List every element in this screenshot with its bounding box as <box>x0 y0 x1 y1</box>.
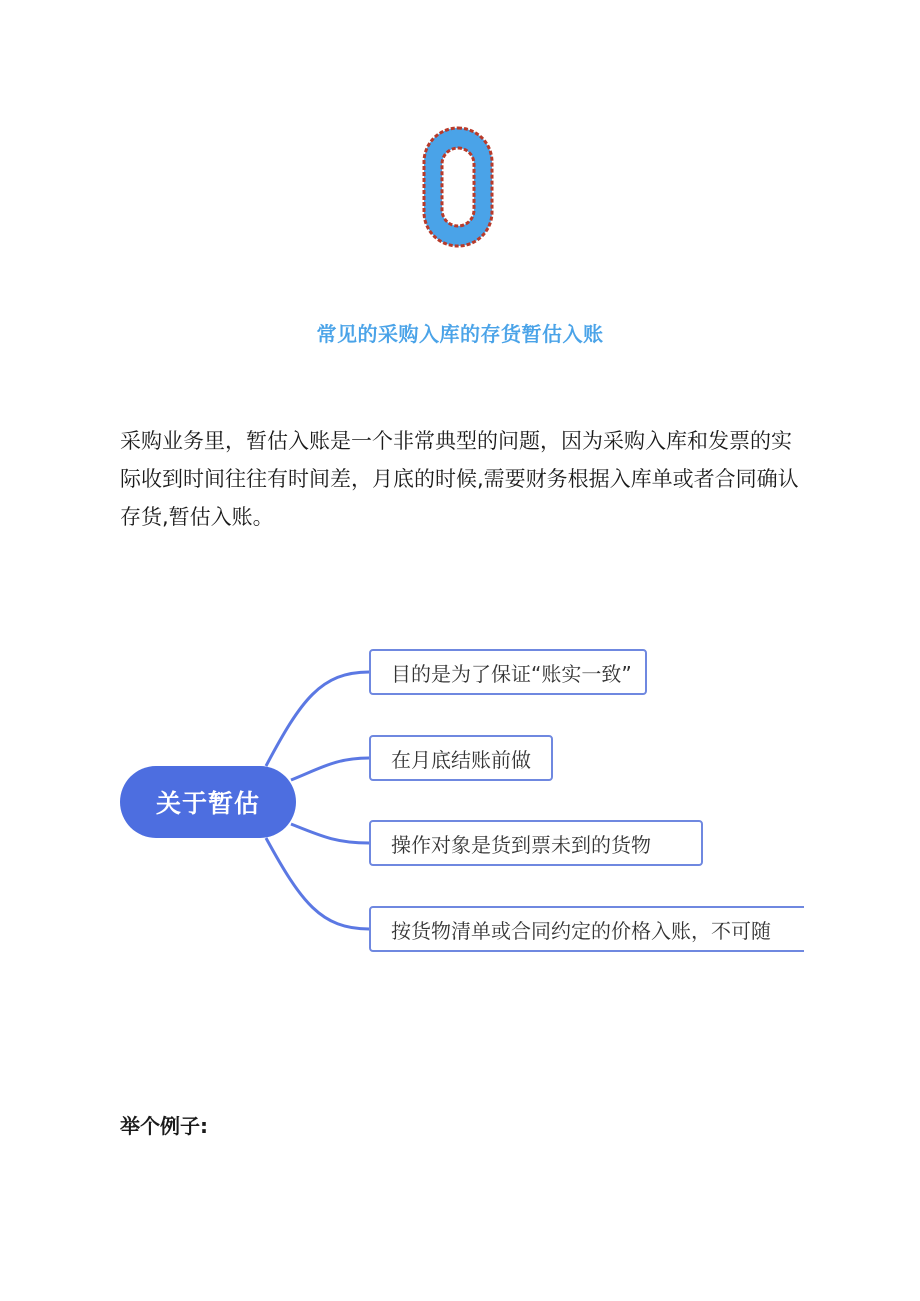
connector-branch-1 <box>266 672 369 766</box>
intro-paragraph: 采购业务里，暂估入账是一个非常典型的问题，因为采购入库和发票的实际收到时间往往有时间差，月底的时候,需要财务根据入库单或者合同确认存货,暂估入账。 <box>120 429 799 529</box>
mindmap-branch-node: 操作对象是货到票未到的货物 <box>369 820 703 866</box>
mindmap-diagram <box>116 640 804 970</box>
mindmap-central-node: 关于暂估 <box>120 766 296 838</box>
connector-branch-2 <box>291 758 369 780</box>
mindmap-branch-node: 按货物清单或合同约定的价格入账，不可随 <box>369 906 804 952</box>
zero-numeral-icon <box>418 122 498 252</box>
connector-branch-4 <box>266 838 369 929</box>
mindmap-branch-node: 目的是为了保证“账实一致” <box>369 649 647 695</box>
example-heading: 举个例子: <box>120 1114 208 1138</box>
section-title: 常见的采购入库的存货暂估入账 <box>316 322 604 346</box>
mindmap-branch-node: 在月底结账前做 <box>369 735 553 781</box>
connector-branch-3 <box>291 824 369 843</box>
